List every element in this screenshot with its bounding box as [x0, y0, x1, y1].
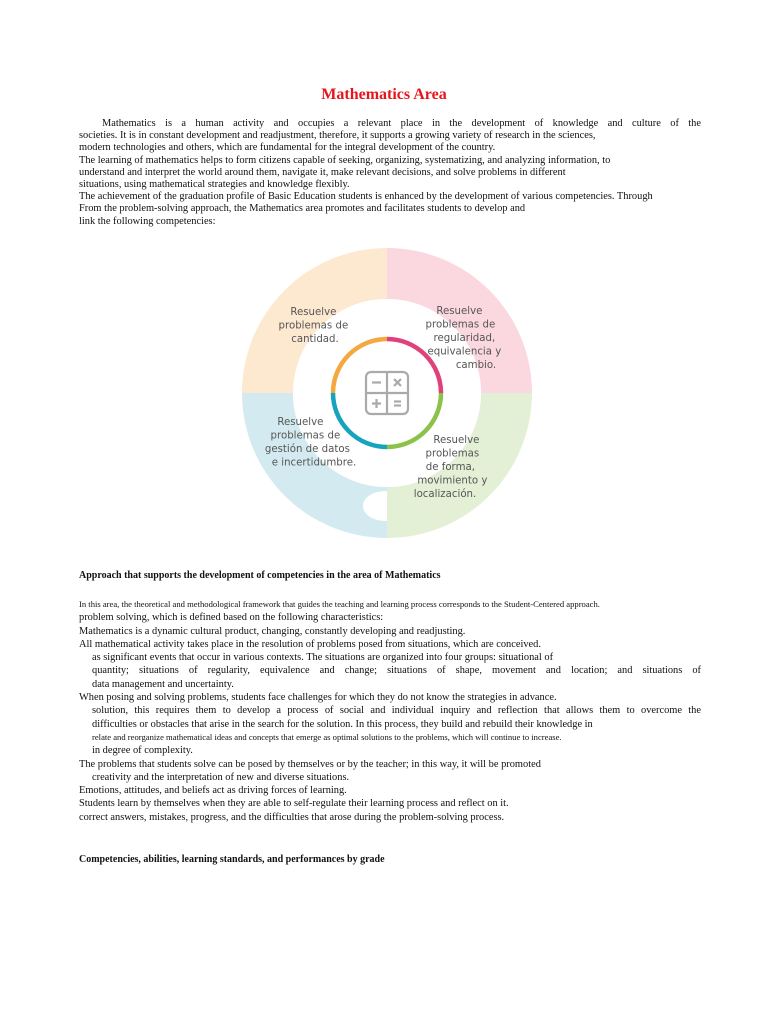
approach-line: When posing and solving problems, students face challenges for which they do not know the strategies in advance.: [79, 692, 557, 704]
intro-line: link the following competencies:: [79, 215, 216, 227]
approach-paragraph: [79, 598, 701, 824]
intro-line: understand and interpret the world around them, navigate it, make relevant decisions, and solve problems in different: [79, 166, 566, 178]
approach-line: in degree of complexity.: [92, 745, 193, 757]
approach-line: correct answers, mistakes, progress, and the difficulties that arose during the problem-solving process.: [79, 811, 505, 823]
approach-line: problem solving, which is defined based on the following characteristics:: [79, 612, 384, 624]
intro-line: Mathematics is a human activity and occupies a relevant place in the development of knowledge and culture of the: [102, 118, 701, 129]
page-title: Mathematics Area: [321, 86, 447, 103]
competencies-heading: Competencies, abilities, learning standards, and performances by grade: [79, 854, 385, 865]
intro-line: situations, using mathematical strategies and knowledge flexibly.: [79, 179, 350, 191]
approach-line: Students learn by themselves when they are able to self-regulate their learning process and reflect on it.: [79, 798, 509, 810]
approach-line: Mathematics is a dynamic cultural product, changing, constantly developing and readjusting.: [79, 625, 466, 637]
approach-line: data management and uncertainty.: [92, 678, 234, 690]
approach-line: relate and reorganize mathematical ideas and concepts that emerge as optimal solutions to the problems, which will continue to increase.: [92, 731, 562, 742]
approach-line: quantity; situations of regularity, equivalence and change; situations of shape, movement and location; and situations of: [92, 665, 701, 677]
approach-line: creativity and the interpretation of new and diverse situations.: [92, 771, 350, 783]
piece-label-shape: Resuelve problemas de forma, movimiento y localización.: [413, 435, 488, 500]
piece-label-data: Resuelve problemas de gestión de datos e incertidumbre.: [264, 417, 357, 469]
approach-line: as significant events that occur in various contexts. The situations are organized into four groups: situational of: [92, 652, 554, 664]
piece-label-quantity: Resuelve problemas de cantidad.: [278, 307, 349, 345]
approach-line: Emotions, attitudes, and beliefs act as driving forces of learning.: [79, 785, 347, 797]
approach-line: solution, this requires them to develop a process of social and individual inquiry and reflection that allows them to overcome the: [92, 705, 701, 717]
intro-paragraph: [79, 118, 701, 228]
approach-heading: Approach that supports the development of competencies in the area of Mathematics: [79, 570, 441, 581]
intro-line: The achievement of the graduation profile of Basic Education students is enhanced by the development of various competencies. Through: [79, 191, 653, 203]
competencies-puzzle-diagram: [240, 248, 534, 538]
approach-line: All mathematical activity takes place in the resolution of problems posed from situations, which are conceived.: [79, 638, 541, 650]
intro-line: The learning of mathematics helps to form citizens capable of seeking, organizing, systematizing, and analyzing information, to: [79, 154, 611, 166]
intro-line: modern technologies and others, which are fundamental for the integral development of the country.: [79, 142, 496, 154]
piece-label-regularity: Resuelve problemas de regularidad, equivalencia y cambio.: [425, 306, 502, 371]
approach-line: In this area, the theoretical and methodological framework that guides the teaching and learning process corresponds to the Student-Centered approach.: [79, 599, 600, 609]
intro-line: From the problem-solving approach, the Mathematics area promotes and facilitates students to develop and: [79, 203, 526, 215]
approach-line: difficulties or obstacles that arise in the search for the solution. In this process, they build and rebuild their knowledge in: [92, 718, 593, 730]
approach-line: The problems that students solve can be posed by themselves or by the teacher; in this way, it will be promoted: [79, 758, 541, 770]
intro-line: societies. It is in constant development and readjustment, therefore, it supports a growing variety of research in the sciences,: [79, 130, 596, 142]
